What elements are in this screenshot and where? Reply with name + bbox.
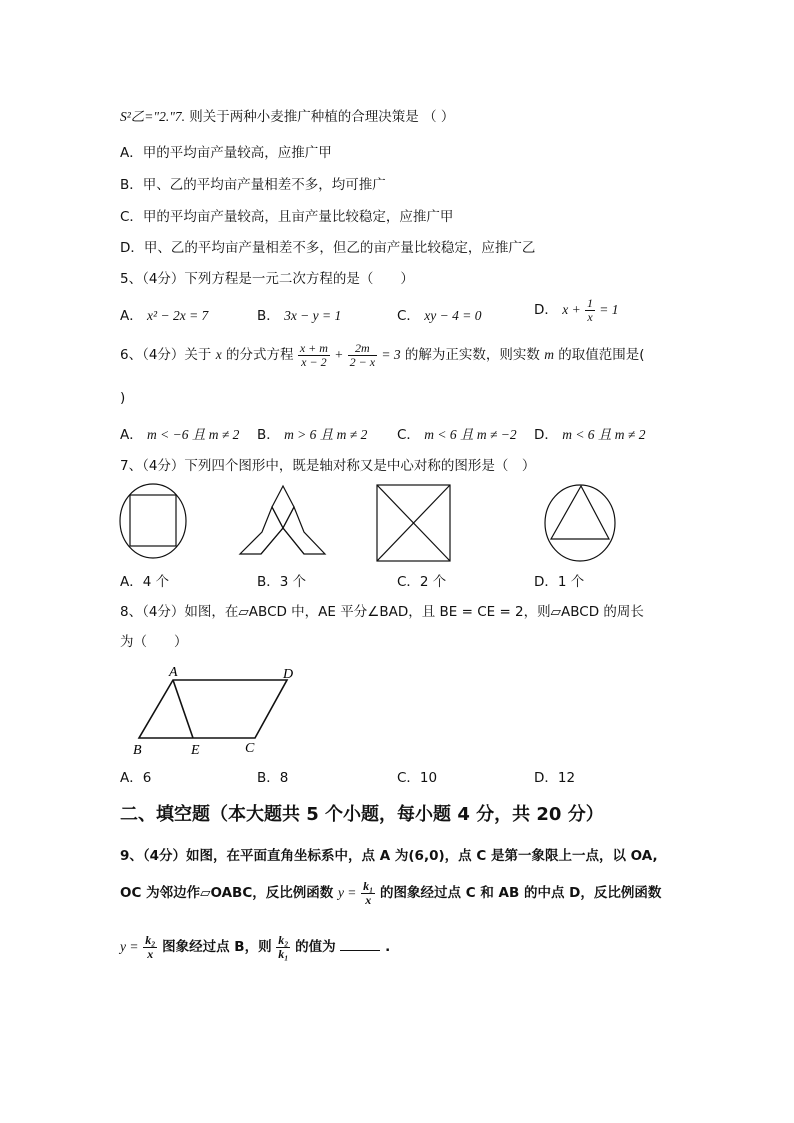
- q8-option-d: D．12: [534, 770, 576, 786]
- q6-f1-den: x − 2: [301, 355, 327, 369]
- q9-line2-post: 的图象经过点 C 和 AB 的中点 D，反比例函数: [380, 885, 662, 901]
- q5-d-num: 1: [586, 296, 593, 310]
- q6-option-a: [120, 425, 239, 445]
- q8-label-a: A: [169, 665, 178, 680]
- q5-d-pre: x +: [562, 302, 581, 317]
- q5-d-fraction: [585, 297, 595, 324]
- q7-figure-circle-triangle: [542, 482, 620, 564]
- q9-line3-mid: 图象经过点 B，则: [162, 939, 272, 955]
- q9-answer-blank[interactable]: [340, 938, 380, 951]
- q5-b-label: B．: [257, 308, 280, 324]
- section-2-title: 二、填空题（本大题共 5 个小题，每小题 4 分，共 20 分）: [120, 804, 604, 825]
- q6-c-text: m < 6 且 m ≠ −2: [424, 427, 517, 442]
- q6-fraction-1: [298, 342, 330, 369]
- q9-ratio-fraction: [276, 934, 290, 961]
- q9-line2: [120, 880, 661, 907]
- q5-d-post: = 1: [599, 302, 619, 317]
- q5-option-d: [534, 297, 619, 324]
- q6-option-d: [534, 425, 645, 445]
- q9-k2-den: x: [147, 947, 154, 961]
- q9-k2-num: k₂: [145, 933, 156, 947]
- q8-option-a: A．6: [120, 770, 152, 786]
- q8-label-b: B: [133, 743, 142, 758]
- q9-line1: 9、（4分）如图，在平面直角坐标系中，点 A 为(6,0)，点 C 是第一象限上一点，以 OA,: [120, 848, 658, 864]
- q6-pre: 6、（4分）关于: [120, 347, 212, 363]
- q6-option-c: [397, 425, 517, 445]
- q6-d-text: m < 6 且 m ≠ 2: [562, 427, 646, 442]
- q6-c-label: C．: [397, 427, 420, 443]
- q4-option-c: C．甲的平均亩产量较高，且亩产量比较稳定，应推广甲: [120, 209, 454, 225]
- q9-ratio-den: k₁: [278, 947, 289, 961]
- q9-line3: [120, 934, 390, 961]
- q7-option-d: D．1 个: [534, 574, 585, 590]
- q6-d-label: D．: [534, 427, 558, 443]
- q5-option-b: [257, 306, 341, 326]
- q4-option-b: B．甲、乙的平均亩产量相差不多，均可推广: [120, 177, 386, 193]
- q5-c-expr: xy − 4 = 0: [424, 308, 482, 323]
- q7-option-c: C．2 个: [397, 574, 447, 590]
- q8-stem-line1: 8、（4分）如图，在▱ABCD 中，AE 平分∠BAD，且 BE = CE = 2，则▱ABCD 的周长: [120, 604, 644, 620]
- q6-var: x: [215, 347, 222, 362]
- q6-f2-den: 2 − x: [349, 355, 376, 369]
- q6-mid: 的分式方程: [226, 347, 294, 363]
- q5-c-label: C．: [397, 308, 420, 324]
- q8-stem-line2: 为（ ）: [120, 634, 188, 650]
- q6-b-text: m > 6 且 m ≠ 2: [284, 427, 368, 442]
- q8-label-c: C: [245, 741, 255, 756]
- q6-m: m: [544, 347, 554, 362]
- q5-a-label: A．: [120, 308, 143, 324]
- q8-parallelogram-figure: [125, 662, 305, 762]
- q8-label-e: E: [191, 743, 200, 758]
- q4-stem: 则关于两种小麦推广种植的合理决策是 （ ）: [189, 109, 455, 125]
- q5-b-expr: 3x − y = 1: [284, 308, 342, 323]
- q4-stem-line: [120, 107, 454, 127]
- q8-label-d: D: [283, 667, 294, 682]
- q9-k1-den: x: [365, 893, 372, 907]
- q6-close-paren: ): [120, 390, 126, 406]
- q9-k2-fraction: [143, 934, 157, 961]
- q6-f2-num: 2m: [348, 342, 377, 356]
- q5-d-den: x: [587, 310, 593, 324]
- q9-ratio-num: k₂: [278, 933, 289, 947]
- q5-a-expr: x² − 2x = 7: [147, 308, 209, 323]
- q8-option-c: C．10: [397, 770, 438, 786]
- q9-end: .: [385, 939, 391, 955]
- q6-fraction-2: [348, 342, 377, 369]
- q6-plus: +: [334, 347, 344, 362]
- q7-figure-three-rhombus: [236, 482, 330, 562]
- q9-k1-fraction: [361, 880, 375, 907]
- q5-d-label: D．: [534, 302, 558, 318]
- q5-option-c: [397, 306, 481, 326]
- q6-a-label: A．: [120, 427, 143, 443]
- q4-prefix: S²乙="2."7.: [120, 109, 185, 124]
- q6-option-b: [257, 425, 367, 445]
- q5-stem: 5、（4分）下列方程是一元二次方程的是（ ）: [120, 271, 414, 287]
- q7-stem: 7、（4分）下列四个图形中，既是轴对称又是中心对称的图形是（ ）: [120, 458, 536, 474]
- q6-stem-line: [120, 342, 645, 369]
- q6-b-label: B．: [257, 427, 280, 443]
- q7-figure-circle-square: [118, 482, 190, 562]
- q9-line3-post: 的值为: [295, 939, 336, 955]
- q6-f1-num: x + m: [299, 341, 328, 355]
- q9-line2-pre: OC 为邻边作▱OABC，反比例函数: [120, 885, 334, 901]
- q8-option-b: B．8: [257, 770, 289, 786]
- q9-y-eq-2: y =: [120, 939, 139, 954]
- q6-eq: = 3: [381, 347, 401, 362]
- q6-a-text: m < −6 且 m ≠ 2: [147, 427, 240, 442]
- q6-post2: 的取值范围是(: [558, 347, 645, 363]
- q7-figure-square-diagonals: [374, 482, 454, 564]
- q9-k1-num: k₁: [363, 879, 374, 893]
- q4-option-d: D．甲、乙的平均亩产量相差不多，但乙的亩产量比较稳定，应推广乙: [120, 240, 536, 256]
- q7-option-a: A．4 个: [120, 574, 170, 590]
- q7-option-b: B．3 个: [257, 574, 307, 590]
- q4-option-a: A．甲的平均亩产量较高，应推广甲: [120, 145, 332, 161]
- q9-y-eq-1: y =: [337, 885, 357, 900]
- q5-option-a: [120, 306, 208, 326]
- q6-post: 的解为正实数，则实数: [404, 347, 540, 363]
